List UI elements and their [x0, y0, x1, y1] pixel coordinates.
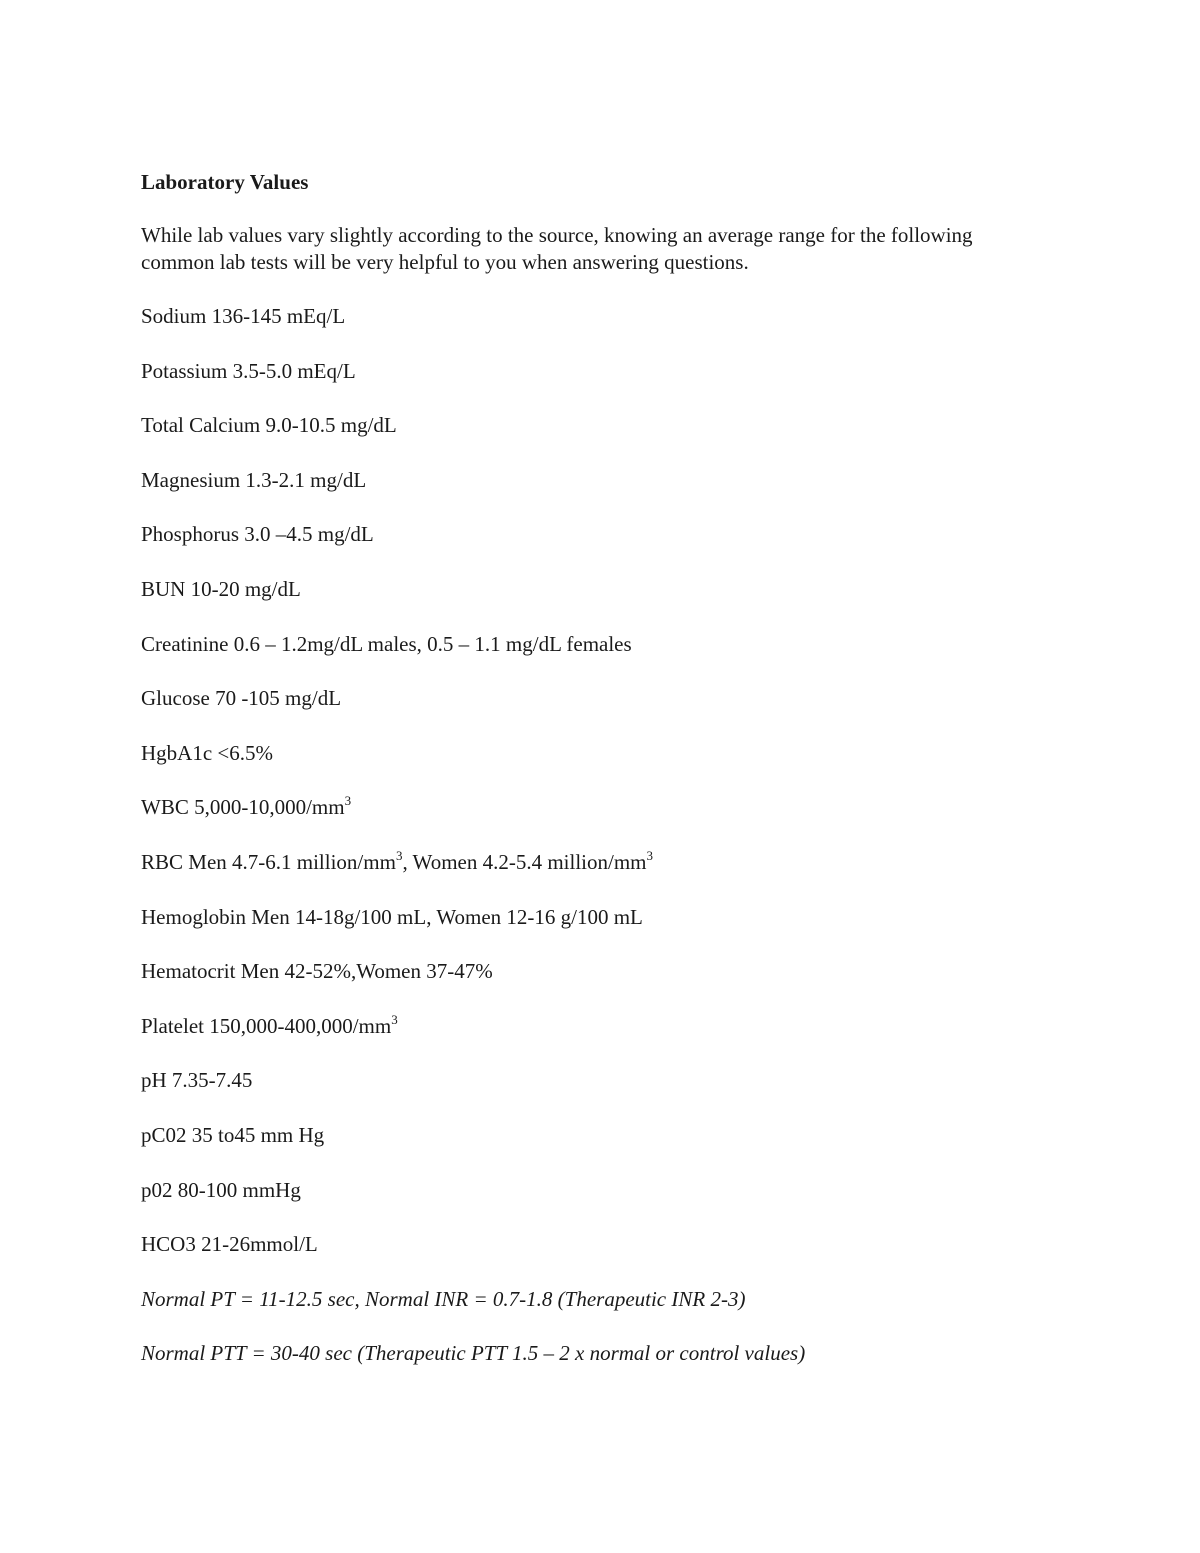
rbc-superscript-men: 3 [395, 847, 403, 863]
intro-paragraph: While lab values vary slightly according to the source, knowing an average range for the following common lab tests will be very helpful to you when answering questions. [141, 223, 973, 274]
lab-value-creatinine: Creatinine 0.6 – 1.2mg/dL males, 0.5 – 1.1 mg/dL females [141, 631, 632, 656]
lab-value-rbc [141, 848, 1041, 876]
document-title: Laboratory Values [141, 170, 309, 194]
lab-value-hco3: HCO3 21-26mmol/L [141, 1232, 318, 1257]
lab-value-ptt: Normal PTT = 30-40 sec (Therapeutic PTT 1.5 – 2 x normal or control values) [141, 1341, 806, 1366]
lab-value-pco2: pC02 35 to45 mm Hg [141, 1122, 325, 1147]
lab-value-magnesium: Magnesium 1.3-2.1 mg/dL [141, 467, 367, 492]
platelet-superscript: 3 [391, 1011, 398, 1027]
document-page [141, 168, 1041, 1394]
lab-value-phosphorus: Phosphorus 3.0 –4.5 mg/dL [141, 522, 374, 547]
lab-value-platelet [141, 1012, 1041, 1040]
lab-value-hgba1c: HgbA1c <6.5% [141, 740, 273, 765]
wbc-superscript: 3 [344, 793, 352, 809]
lab-value-sodium: Sodium 136-145 mEq/L [141, 304, 346, 328]
rbc-text-men: RBC Men 4.7-6.1 million/mm [141, 849, 396, 874]
platelet-text: Platelet 150,000-400,000/mm [141, 1013, 392, 1038]
rbc-superscript-women: 3 [646, 847, 654, 863]
wbc-text: WBC 5,000-10,000/mm [141, 795, 345, 820]
lab-value-hematocrit: Hematocrit Men 42-52%,Women 37-47% [141, 959, 493, 984]
lab-value-potassium: Potassium 3.5-5.0 mEq/L [141, 358, 356, 383]
lab-value-glucose: Glucose 70 -105 mg/dL [141, 686, 342, 711]
lab-value-bun: BUN 10-20 mg/dL [141, 576, 301, 601]
lab-value-po2: p02 80-100 mmHg [141, 1177, 301, 1202]
lab-value-pt-inr: Normal PT = 11-12.5 sec, Normal INR = 0.7-1.8 (Therapeutic INR 2-3) [141, 1286, 746, 1311]
lab-value-wbc [141, 793, 1041, 821]
rbc-text-women: , Women 4.2-5.4 million/mm [402, 849, 647, 874]
lab-value-hemoglobin: Hemoglobin Men 14-18g/100 mL, Women 12-16 g/100 mL [141, 904, 643, 929]
lab-value-ph: pH 7.35-7.45 [141, 1068, 253, 1093]
lab-value-calcium: Total Calcium 9.0-10.5 mg/dL [141, 413, 397, 438]
